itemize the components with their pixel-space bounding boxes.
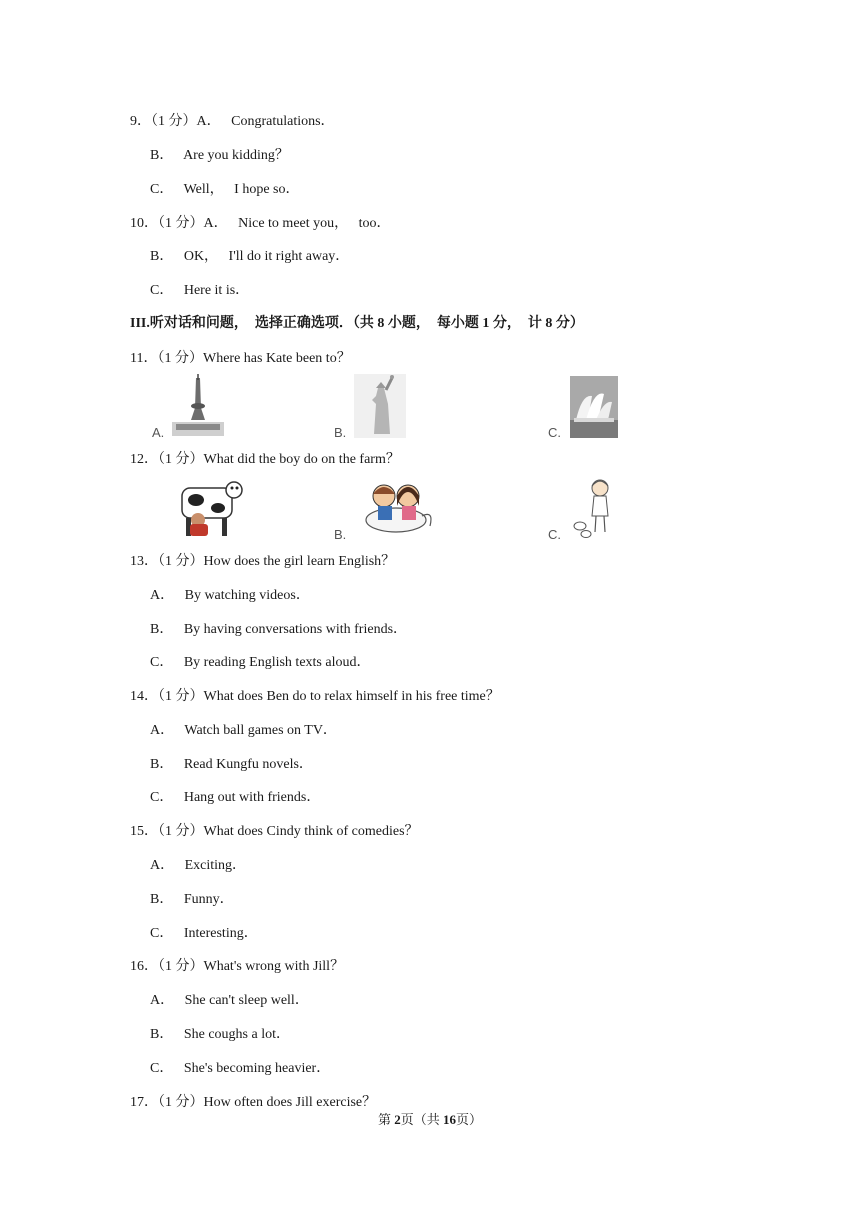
option-9-c: C． Well， I hope so． (150, 182, 300, 197)
option-16-c: C． She's becoming heavier． (150, 1061, 331, 1076)
question-10: 10．（1 分）A． Nice to meet you， too． (130, 216, 391, 231)
q11-picture-row (0, 372, 860, 440)
footer-total-pages: 16 (443, 1112, 456, 1127)
option-13-b: B． By having conversations with friends． (150, 622, 408, 637)
question-13: 13．（1 分）How does the girl learn English？ (130, 554, 396, 569)
q11-option-b-label: B. (334, 425, 347, 440)
q12-option-b (334, 474, 444, 542)
question-17: 17．（1 分）How often does Jill exercise？ (130, 1095, 377, 1110)
option-14-c: C． Hang out with friends． (150, 790, 321, 805)
girl-feeding-chickens-icon (570, 476, 620, 540)
q12-option-b-label: B. (334, 527, 347, 542)
q12-option-c (548, 474, 628, 542)
q12-picture-row (0, 474, 860, 542)
option-14-a: A． Watch ball games on TV． (150, 723, 337, 738)
section-heading-iii: III.听对话和问题， 选择正确选项．（共 8 小题， 每小题 1 分， 计 8 分） (130, 316, 584, 331)
page-footer (0, 1112, 860, 1128)
option-14-b: B． Read Kungfu novels． (150, 757, 313, 772)
option-13-c: C． By reading English texts aloud． (150, 655, 371, 670)
option-15-a: A． Exciting． (150, 858, 247, 873)
footer-middle: 页（共 (400, 1112, 443, 1127)
question-12: 12．（1 分）What did the boy do on the farm？ (130, 452, 400, 467)
option-15-c: C． Interesting． (150, 926, 258, 941)
children-riding-animal-icon (356, 476, 436, 540)
footer-suffix: 页） (456, 1112, 483, 1127)
tower-landmark-icon (172, 374, 224, 438)
option-16-b: B． She coughs a lot． (150, 1027, 290, 1042)
option-15-b: B． Funny． (150, 892, 234, 907)
option-10-c: C． Here it is． (150, 283, 250, 298)
option-16-a: A． She can't sleep well． (150, 993, 309, 1008)
q11-option-c-label: C. (548, 425, 561, 440)
question-15: 15．（1 分）What does Cindy think of comedies？ (130, 824, 419, 839)
question-16: 16．（1 分）What's wrong with Jill？ (130, 959, 345, 974)
q12-option-c-label: C. (548, 527, 561, 542)
q11-option-a (152, 372, 232, 440)
option-13-a: A． By watching videos． (150, 588, 310, 603)
q11-option-a-label: A. (152, 425, 165, 440)
footer-prefix: 第 (377, 1112, 395, 1127)
milking-cow-icon (174, 476, 244, 540)
q11-option-b (334, 372, 414, 440)
question-9: 9．（1 分）A． Congratulations． (130, 114, 335, 129)
footer-page-number: 2 (394, 1112, 401, 1127)
question-14: 14．（1 分）What does Ben do to relax himself in his free time？ (130, 689, 500, 704)
sydney-opera-house-icon (570, 376, 618, 438)
question-11: 11．（1 分）Where has Kate been to？ (130, 351, 351, 366)
option-10-b: B． OK， I'll do it right away． (150, 249, 350, 264)
option-9-b: B． Are you kidding？ (150, 148, 289, 163)
statue-of-liberty-icon (354, 374, 406, 438)
q11-option-c (548, 372, 628, 440)
q12-option-a (152, 474, 252, 542)
